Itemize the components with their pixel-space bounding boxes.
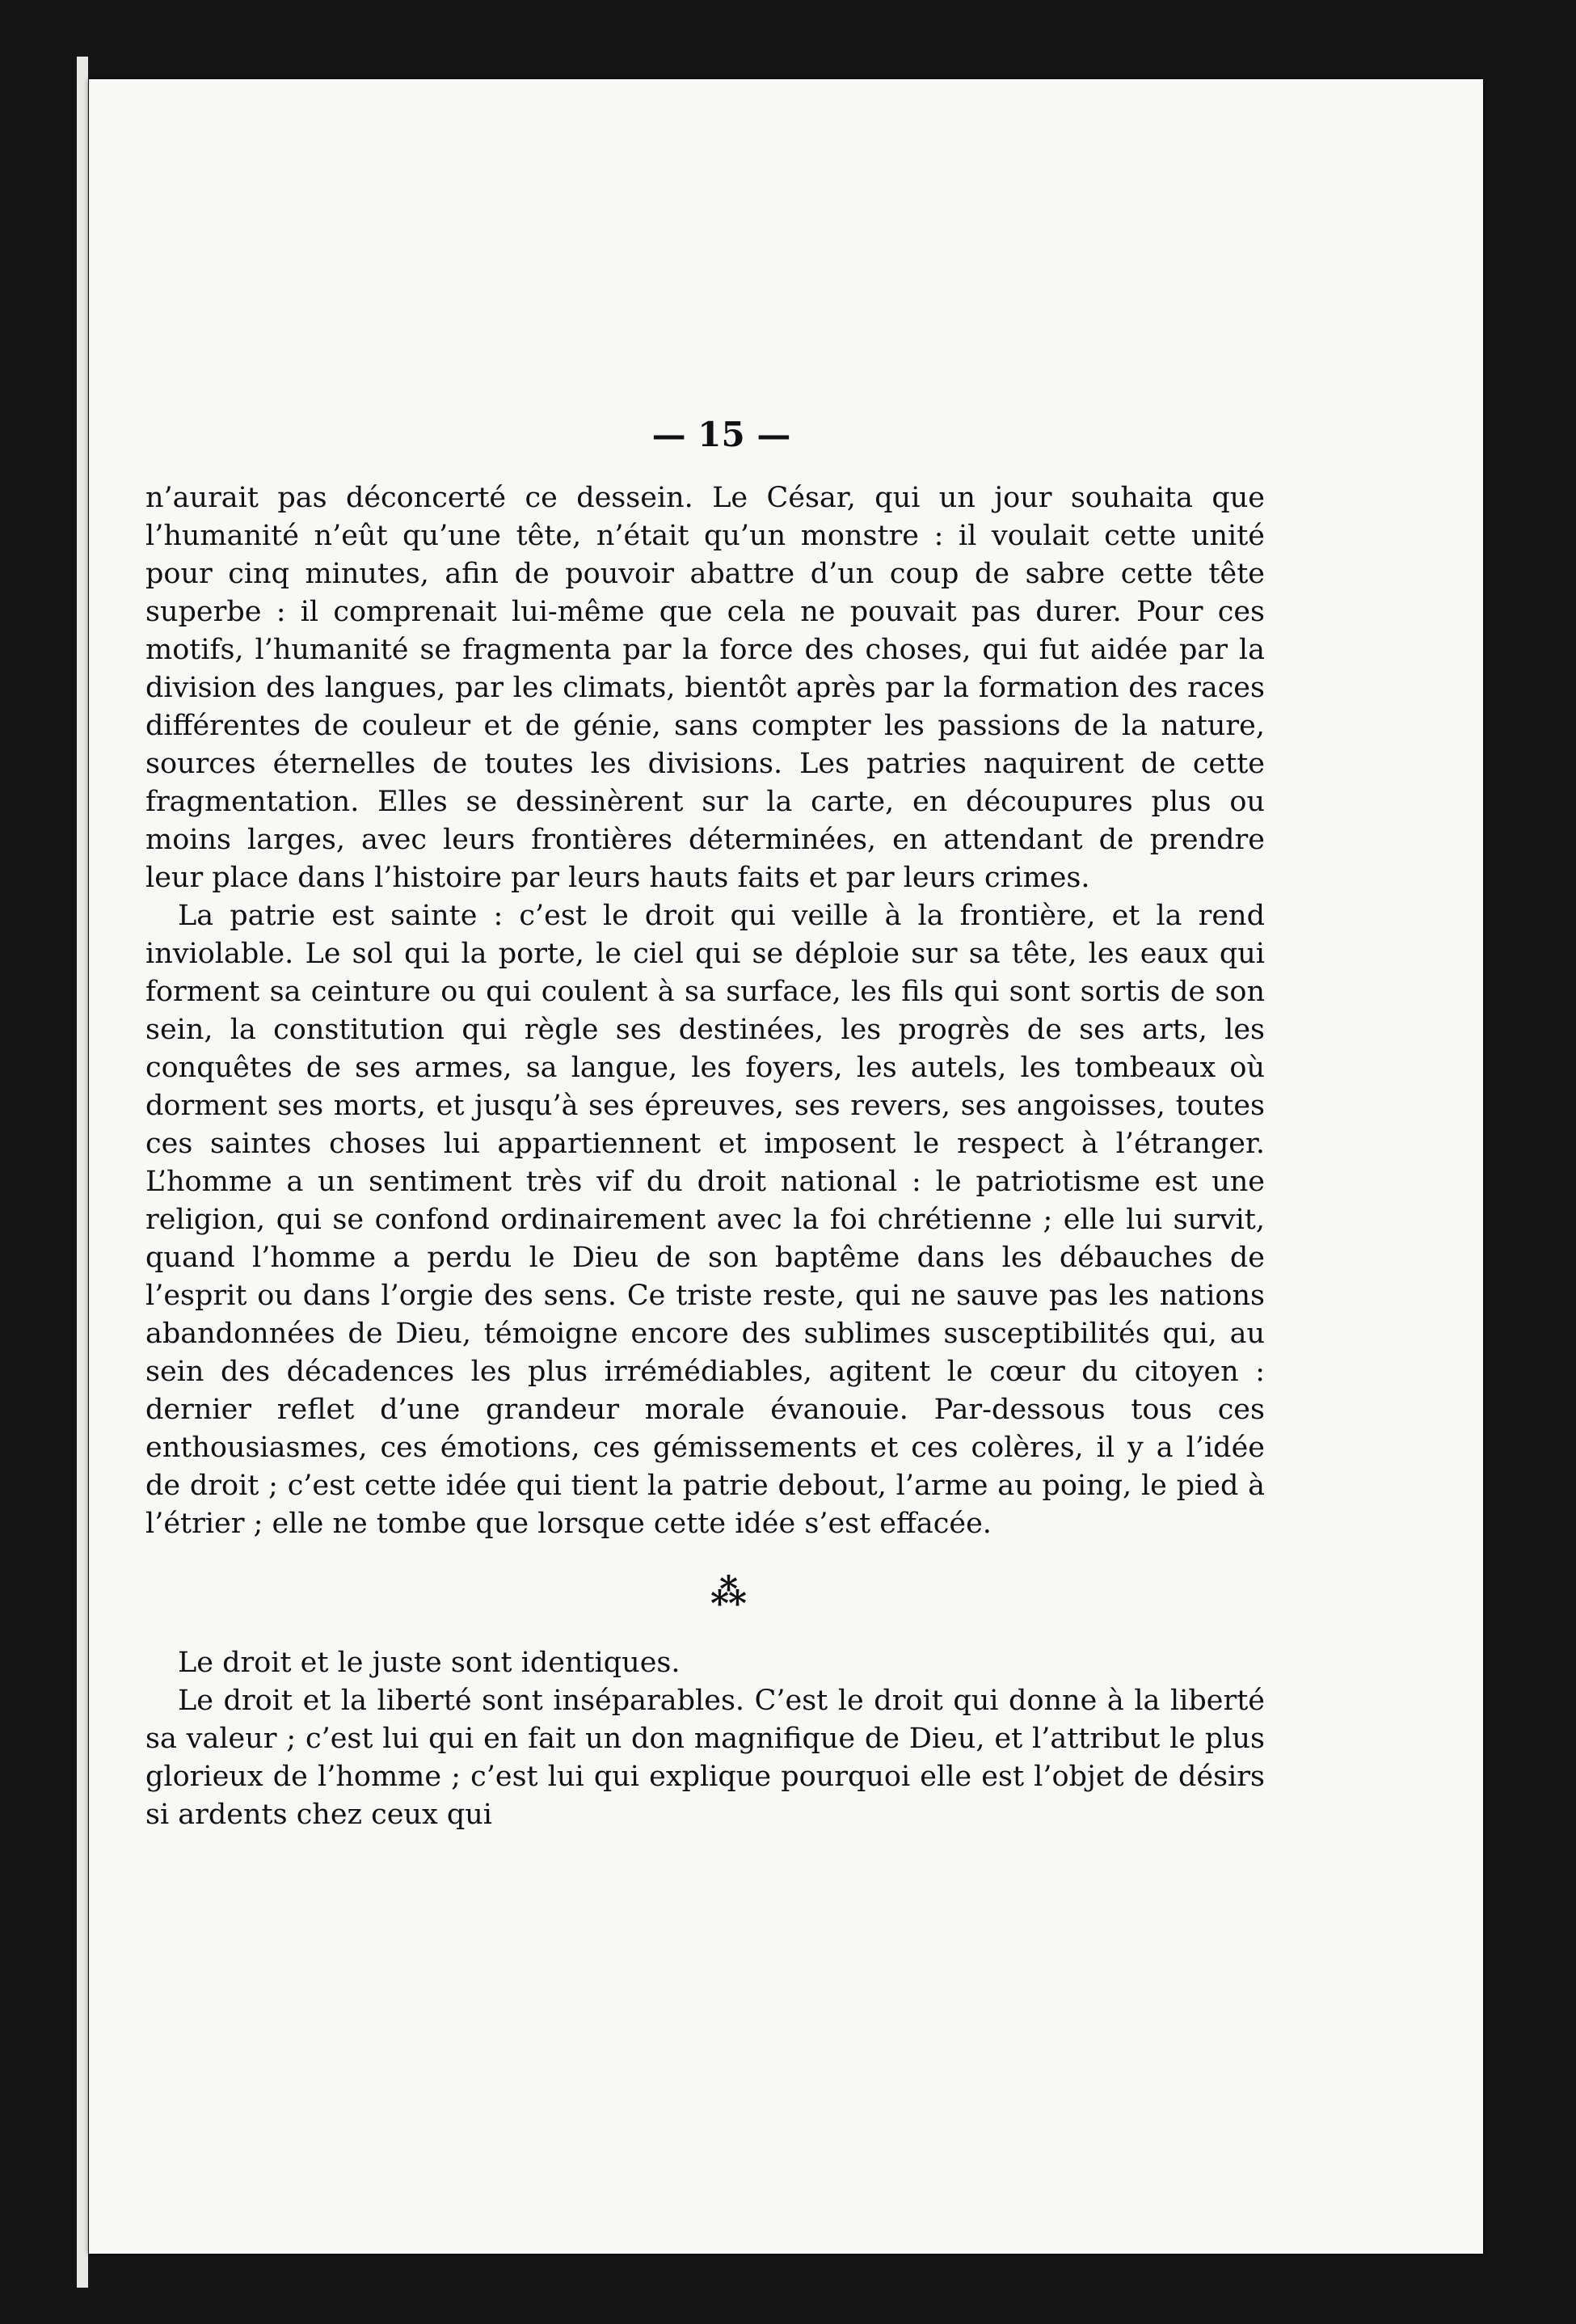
page-body <box>145 479 1265 1834</box>
paragraph-continued: n’aurait pas déconcerté ce dessein. Le César, qui un jour souhaita que l’humanité n’eût qu’une tête, n’était qu’un monstre : il voulait cette unité pour cinq minutes, afin de pouvoir abattre d’un coup de sabre cette tête superbe : il comprenait lui-même que cela ne pouvait pas durer. Pour ces motifs, l’humanité se fragmenta par la force des choses, qui fut aidée par la division des langues, par les climats, bientôt après par la formation des races différentes de couleur et de génie, sans compter les passions de la nature, sources éternelles de toutes les divisions. Les patries naquirent de cette fragmentation. Elles se dessinèrent sur la carte, en découpures plus ou moins larges, avec leurs frontières déterminées, en attendant de prendre leur place dans l’histoire par leurs hauts faits et par leurs crimes. <box>145 482 1265 894</box>
book-page <box>89 79 1483 2254</box>
asterism-separator: ⁂ <box>710 1572 748 1613</box>
page-number: — 15 — <box>651 415 791 454</box>
binding-edge <box>77 57 88 2288</box>
paragraph-droit-juste: Le droit et le juste sont identiques. <box>178 1647 681 1679</box>
paragraph-droit-liberte: Le droit et la liberté sont inséparables. C’est le droit qui donne à la liberté sa valeur ; c’est lui qui en fait un don magnifique de Dieu, et l’attribut le plus glorieux de l’homme ; c’est lui qui explique pourquoi elle est l’objet de désirs si ardents chez ceux qui <box>145 1685 1265 1831</box>
paragraph-patrie: La patrie est sainte : c’est le droit qui veille à la frontière, et la rend inviolable. Le sol qui la porte, le ciel qui se déploie sur sa tête, les eaux qui forment sa ceinture ou qui coulent à sa surface, les fils qui sont sortis de son sein, la constitution qui règle ses destinées, les progrès de ses arts, les conquêtes de ses armes, sa langue, les foyers, les autels, les tombeaux où dorment ses morts, et jusqu’à ses épreuves, ses revers, ses angoisses, toutes ces saintes choses lui appartiennent et imposent le respect à l’étranger. L’homme a un sentiment très vif du droit national : le patriotisme est une religion, qui se confond ordinairement avec la foi chrétienne ; elle lui survit, quand l’homme a perdu le Dieu de son baptême dans les débauches de l’esprit ou dans l’orgie des sens. Ce triste reste, qui ne sauve pas les nations abandonnées de Dieu, témoigne encore des sublimes susceptibilités qui, au sein des décadences les plus irrémédiables, agitent le cœur du citoyen : dernier reflet d’une grandeur morale évanouie. Par-dessous tous ces enthousiasmes, ces émotions, ces gémissements et ces colères, il y a l’idée de droit ; c’est cette idée qui tient la patrie debout, l’arme au poing, le pied à l’étrier ; elle ne tombe que lorsque cette idée s’est effacée. <box>145 900 1265 1540</box>
